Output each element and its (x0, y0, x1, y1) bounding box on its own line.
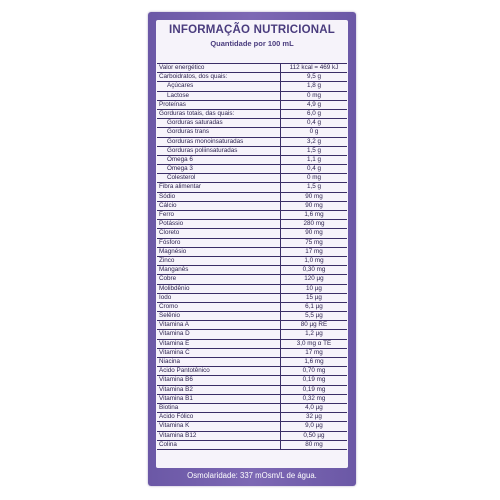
nutrient-label: Cloreto (157, 229, 281, 237)
nutrient-row (157, 413, 347, 422)
nutrient-value: 6,1 µg (305, 302, 323, 310)
nutrient-label: Ômega 6 (157, 156, 281, 164)
nutrient-label: Cobre (157, 275, 281, 283)
nutrient-row (157, 239, 347, 248)
nutrient-value: 0,32 mg (302, 394, 326, 402)
nutrient-row (157, 229, 347, 238)
nutrient-label: Selênio (157, 312, 281, 320)
nutrient-row (157, 294, 347, 303)
nutrient-value: 4,9 g (306, 100, 321, 108)
nutrient-row (157, 367, 347, 376)
nutrition-table-card (156, 20, 348, 468)
nutrient-row (157, 119, 347, 128)
nutrient-value: 6,0 g (306, 109, 321, 117)
nutrient-label: Açúcares (157, 82, 281, 90)
nutrient-value: 0 g (309, 128, 319, 136)
nutrient-value: 4,0 µg (305, 403, 323, 411)
nutrient-row (157, 330, 347, 339)
nutrient-row (157, 202, 347, 211)
nutrient-row (157, 138, 347, 147)
nutrient-value: 1,0 mg (304, 256, 324, 264)
nutrient-label: Vitamina A (157, 321, 281, 329)
nutrient-label: Vitamina E (157, 340, 281, 348)
nutrient-row (157, 275, 347, 284)
nutrient-value: 90 mg (305, 229, 323, 237)
nutrient-value: 3,0 mg α TE (296, 339, 332, 347)
nutrient-label: Vitamina C (157, 349, 281, 357)
nutrient-label: Zinco (157, 257, 281, 265)
nutrient-row (157, 82, 347, 91)
nutrient-row (157, 257, 347, 266)
nutrient-value: 0 mg (307, 91, 321, 99)
nutrient-row (157, 211, 347, 220)
nutrient-value: 5,5 µg (305, 312, 323, 320)
nutrient-label: Magnésio (157, 248, 281, 256)
nutrient-label: Vitamina D (157, 330, 281, 338)
nutrient-label: Gorduras poliinsaturadas (157, 147, 281, 155)
nutrient-label: Vitamina K (157, 422, 281, 430)
nutrient-row (157, 193, 347, 202)
nutrient-row (157, 285, 347, 294)
nutrient-row (157, 340, 347, 349)
nutrient-value: 1,6 mg (304, 358, 324, 365)
nutrient-value: 0,4 g (306, 119, 321, 127)
nutrient-label: Niacina (157, 358, 281, 366)
nutrition-title: INFORMAÇÃO NUTRICIONAL (168, 24, 336, 36)
nutrient-row (157, 358, 347, 367)
nutrient-row (157, 110, 347, 119)
nutrient-row (157, 432, 347, 441)
nutrient-row (157, 441, 347, 450)
nutrient-row (157, 395, 347, 404)
nutrient-row (157, 248, 347, 257)
nutrient-value: 0,50 µg (303, 431, 325, 439)
nutrient-row (157, 64, 347, 73)
nutrient-row (157, 92, 347, 101)
nutrient-row (157, 376, 347, 385)
nutrient-value: 0,4 g (306, 165, 321, 173)
nutrient-row (157, 101, 347, 110)
nutrient-value: 1,5 g (306, 146, 321, 154)
nutrient-row (157, 404, 347, 413)
nutrient-row (157, 422, 347, 431)
nutrient-row (157, 128, 347, 137)
serving-size-caption: Quantidade por 100 mL (210, 39, 294, 48)
nutrient-label: Iodo (157, 294, 281, 302)
nutrient-label: Vitamina B1 (157, 395, 281, 403)
nutrient-value: 1,2 µg (305, 330, 323, 338)
nutrient-row (157, 386, 347, 395)
nutrient-label: Sódio (157, 193, 281, 201)
nutrient-value: 3,2 g (306, 137, 321, 145)
nutrient-value: 0,30 mg (302, 266, 326, 274)
nutrient-label: Ômega 3 (157, 165, 281, 173)
nutrient-value: 90 mg (305, 192, 323, 200)
nutrient-label: Vitamina B6 (157, 376, 281, 384)
nutrient-label: Ácido Fólico (157, 413, 281, 421)
nutrient-value: 10 µg (306, 284, 322, 292)
nutrient-label: Gorduras totais, das quais: (157, 110, 281, 118)
nutrient-value: 0,19 mg (302, 385, 326, 393)
nutrient-row (157, 174, 347, 183)
nutrient-value: 0 mg (307, 174, 321, 182)
nutrient-row (157, 349, 347, 358)
nutrient-label: Colina (157, 441, 281, 449)
nutrient-label: Cromo (157, 303, 281, 311)
nutrient-row (157, 303, 347, 312)
nutrient-value: 80 mg (305, 440, 323, 448)
nutrient-row (157, 312, 347, 321)
nutrient-label: Proteínas (157, 101, 281, 109)
nutrient-label: Ácido Pantotênico (157, 367, 281, 375)
nutrient-row (157, 147, 347, 156)
nutrient-label: Ferro (157, 211, 281, 219)
nutrition-table (157, 63, 347, 450)
nutrient-value: 32 µg (306, 413, 322, 421)
nutrient-value: 17 mg (305, 348, 323, 356)
nutrition-label-panel (148, 12, 356, 486)
nutrient-row (157, 266, 347, 275)
nutrient-label: Colesterol (157, 174, 281, 182)
nutrient-row (157, 321, 347, 330)
nutrient-label: Fósforo (157, 239, 281, 247)
nutrient-label: Gorduras saturadas (157, 119, 281, 127)
nutrient-value: 0,70 mg (302, 367, 326, 375)
nutrient-row (157, 220, 347, 229)
nutrient-label: Gorduras monoinsaturadas (157, 138, 281, 146)
nutrient-label: Potássio (157, 220, 281, 228)
nutrient-value: 9,0 µg (305, 422, 323, 430)
nutrient-label: Carboidratos, dos quais: (157, 73, 281, 81)
nutrient-value: 1,8 g (306, 82, 321, 90)
nutrient-value: 17 mg (305, 247, 323, 255)
nutrient-row (157, 73, 347, 82)
nutrient-value: 9,5 g (306, 73, 321, 81)
nutrient-label: Manganês (157, 266, 281, 274)
nutrient-label: Cálcio (157, 202, 281, 210)
nutrient-value: 80 µg RE (300, 321, 328, 329)
nutrient-label: Valor energético (157, 64, 281, 72)
osmolarity-footer: Osmolaridade: 337 mOsm/L de água. (187, 471, 317, 480)
nutrient-value: 1,1 g (306, 155, 321, 163)
nutrient-value: 90 mg (305, 201, 323, 209)
nutrient-row (157, 156, 347, 165)
nutrient-value: 280 mg (303, 220, 325, 228)
nutrient-label: Vitamina B2 (157, 386, 281, 394)
nutrient-value: 75 mg (305, 238, 323, 246)
nutrient-value: 120 µg (304, 275, 324, 283)
nutrient-value: 1,6 mg (304, 211, 324, 218)
nutrient-row (157, 165, 347, 174)
nutrient-label: Gorduras trans (157, 128, 281, 136)
nutrient-label: Lactose (157, 92, 281, 100)
nutrient-value: 1,5 g (306, 183, 321, 191)
nutrient-value: 112 kcal = 469 kJ (289, 64, 339, 71)
nutrient-row (157, 183, 347, 192)
nutrient-label: Fibra alimentar (157, 183, 281, 191)
nutrient-value: 0,19 mg (302, 376, 326, 384)
nutrient-label: Vitamina B12 (157, 432, 281, 440)
nutrient-label: Biotina (157, 404, 281, 412)
nutrient-value: 15 µg (306, 293, 322, 301)
nutrient-label: Molibdênio (157, 285, 281, 293)
